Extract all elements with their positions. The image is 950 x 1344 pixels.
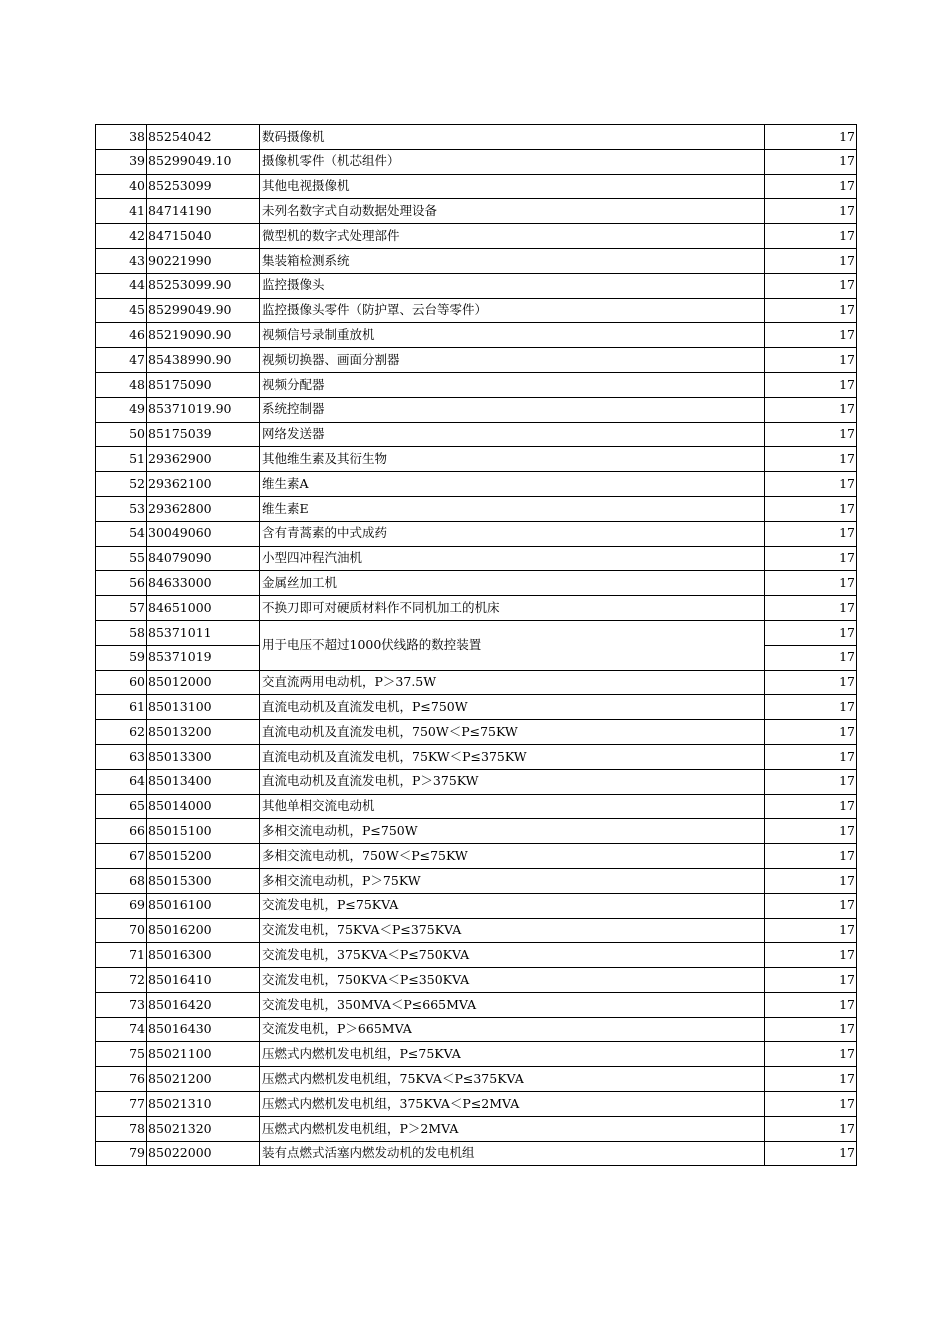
hs-code-cell: 84633000 [147, 571, 260, 596]
table-row [96, 794, 857, 819]
description-cell: 直流电动机及直流发电机，P≤750W [260, 695, 765, 720]
rate-cell: 17 [765, 794, 857, 819]
hs-code-cell: 85016100 [147, 893, 260, 918]
description-cell: 不换刀即可对硬质材料作不同机加工的机床 [260, 596, 765, 621]
hs-code-cell: 85219090.90 [147, 323, 260, 348]
row-number-cell: 61 [96, 695, 147, 720]
row-number-cell: 79 [96, 1141, 147, 1166]
rate-cell: 17 [765, 1067, 857, 1092]
description-cell: 未列名数字式自动数据处理设备 [260, 199, 765, 224]
table-row [96, 273, 857, 298]
table-row [96, 496, 857, 521]
table-row [96, 744, 857, 769]
row-number-cell: 76 [96, 1067, 147, 1092]
description-cell: 交直流两用电动机，P＞37.5W [260, 670, 765, 695]
rate-cell: 17 [765, 174, 857, 199]
description-cell: 视频切换器、画面分割器 [260, 348, 765, 373]
hs-code-cell: 85175090 [147, 372, 260, 397]
description-cell: 用于电压不超过1000伏线路的数控装置 [260, 620, 765, 670]
table-row [96, 521, 857, 546]
rate-cell: 17 [765, 447, 857, 472]
hs-code-cell: 29362900 [147, 447, 260, 472]
rate-cell: 17 [765, 1116, 857, 1141]
hs-code-cell: 85175039 [147, 422, 260, 447]
row-number-cell: 64 [96, 769, 147, 794]
row-number-cell: 75 [96, 1042, 147, 1067]
row-number-cell: 63 [96, 744, 147, 769]
row-number-cell: 48 [96, 372, 147, 397]
row-number-cell: 38 [96, 125, 147, 150]
hs-code-cell: 85013400 [147, 769, 260, 794]
description-cell: 装有点燃式活塞内燃发动机的发电机组 [260, 1141, 765, 1166]
rate-cell: 17 [765, 695, 857, 720]
hs-code-cell: 85015300 [147, 868, 260, 893]
hs-code-cell: 85014000 [147, 794, 260, 819]
row-number-cell: 49 [96, 397, 147, 422]
hs-code-cell: 85021200 [147, 1067, 260, 1092]
rate-cell: 17 [765, 645, 857, 670]
rate-cell: 17 [765, 992, 857, 1017]
table-row [96, 1067, 857, 1092]
rate-cell: 17 [765, 918, 857, 943]
hs-code-cell: 90221990 [147, 248, 260, 273]
description-cell: 维生素E [260, 496, 765, 521]
hs-code-cell: 84651000 [147, 596, 260, 621]
table-row [96, 769, 857, 794]
rate-cell: 17 [765, 1017, 857, 1042]
table-row [96, 968, 857, 993]
row-number-cell: 74 [96, 1017, 147, 1042]
table-row [96, 893, 857, 918]
hs-code-cell: 85021100 [147, 1042, 260, 1067]
hs-code-cell: 85253099.90 [147, 273, 260, 298]
table-row [96, 1042, 857, 1067]
table-row [96, 447, 857, 472]
hs-code-cell: 85013300 [147, 744, 260, 769]
table-row [96, 819, 857, 844]
description-cell: 交流发电机，750KVA＜P≤350KVA [260, 968, 765, 993]
rate-cell: 17 [765, 670, 857, 695]
hs-code-cell: 29362100 [147, 472, 260, 497]
row-number-cell: 43 [96, 248, 147, 273]
table-row [96, 695, 857, 720]
table-row [96, 472, 857, 497]
rate-cell: 17 [765, 521, 857, 546]
table-row [96, 224, 857, 249]
hs-code-cell: 84714190 [147, 199, 260, 224]
description-cell: 监控摄像头零件（防护罩、云台等零件） [260, 298, 765, 323]
description-cell: 摄像机零件（机芯组件） [260, 149, 765, 174]
description-cell: 其他单相交流电动机 [260, 794, 765, 819]
hs-code-cell: 85022000 [147, 1141, 260, 1166]
rate-cell: 17 [765, 397, 857, 422]
rate-cell: 17 [765, 199, 857, 224]
row-number-cell: 46 [96, 323, 147, 348]
table-row [96, 125, 857, 150]
table-row [96, 199, 857, 224]
description-cell: 交流发电机，350MVA＜P≤665MVA [260, 992, 765, 1017]
rate-cell: 17 [765, 844, 857, 869]
table-row [96, 992, 857, 1017]
table-row [96, 596, 857, 621]
rate-cell: 17 [765, 868, 857, 893]
row-number-cell: 40 [96, 174, 147, 199]
row-number-cell: 44 [96, 273, 147, 298]
row-number-cell: 71 [96, 943, 147, 968]
hs-code-cell: 85013200 [147, 720, 260, 745]
row-number-cell: 42 [96, 224, 147, 249]
hs-code-cell: 85012000 [147, 670, 260, 695]
row-number-cell: 73 [96, 992, 147, 1017]
description-cell: 其他维生素及其衍生物 [260, 447, 765, 472]
row-number-cell: 69 [96, 893, 147, 918]
hs-code-cell: 85016430 [147, 1017, 260, 1042]
hs-code-cell: 85371019 [147, 645, 260, 670]
hs-code-cell: 85021310 [147, 1092, 260, 1117]
description-cell: 监控摄像头 [260, 273, 765, 298]
description-cell: 金属丝加工机 [260, 571, 765, 596]
rate-cell: 17 [765, 496, 857, 521]
description-cell: 其他电视摄像机 [260, 174, 765, 199]
description-cell: 直流电动机及直流发电机，750W＜P≤75KW [260, 720, 765, 745]
rate-cell: 17 [765, 298, 857, 323]
hs-code-cell: 85016300 [147, 943, 260, 968]
hs-code-cell: 85299049.90 [147, 298, 260, 323]
row-number-cell: 77 [96, 1092, 147, 1117]
row-number-cell: 60 [96, 670, 147, 695]
row-number-cell: 70 [96, 918, 147, 943]
table-row [96, 298, 857, 323]
rate-cell: 17 [765, 893, 857, 918]
row-number-cell: 58 [96, 620, 147, 645]
row-number-cell: 41 [96, 199, 147, 224]
rate-cell: 17 [765, 546, 857, 571]
table-row [96, 323, 857, 348]
table-row [96, 1141, 857, 1166]
row-number-cell: 65 [96, 794, 147, 819]
rate-cell: 17 [765, 372, 857, 397]
row-number-cell: 66 [96, 819, 147, 844]
description-cell: 集装箱检测系统 [260, 248, 765, 273]
table-row [96, 620, 857, 645]
table-row [96, 868, 857, 893]
table-row [96, 1017, 857, 1042]
row-number-cell: 45 [96, 298, 147, 323]
description-cell: 多相交流电动机，P＞75KW [260, 868, 765, 893]
rate-cell: 17 [765, 819, 857, 844]
row-number-cell: 39 [96, 149, 147, 174]
rate-cell: 17 [765, 943, 857, 968]
description-cell: 视频信号录制重放机 [260, 323, 765, 348]
rate-cell: 17 [765, 273, 857, 298]
row-number-cell: 52 [96, 472, 147, 497]
hs-code-cell: 85254042 [147, 125, 260, 150]
table-row [96, 720, 857, 745]
rate-cell: 17 [765, 149, 857, 174]
table-row [96, 670, 857, 695]
row-number-cell: 56 [96, 571, 147, 596]
description-cell: 压燃式内燃机发电机组，75KVA＜P≤375KVA [260, 1067, 765, 1092]
rate-cell: 17 [765, 720, 857, 745]
table-row [96, 397, 857, 422]
hs-code-cell: 85016200 [147, 918, 260, 943]
row-number-cell: 68 [96, 868, 147, 893]
description-cell: 压燃式内燃机发电机组，P≤75KVA [260, 1042, 765, 1067]
description-cell: 压燃式内燃机发电机组，P＞2MVA [260, 1116, 765, 1141]
description-cell: 视频分配器 [260, 372, 765, 397]
table-row [96, 149, 857, 174]
rate-cell: 17 [765, 472, 857, 497]
row-number-cell: 67 [96, 844, 147, 869]
rate-cell: 17 [765, 596, 857, 621]
description-cell: 交流发电机，P≤75KVA [260, 893, 765, 918]
table-row [96, 943, 857, 968]
rate-cell: 17 [765, 744, 857, 769]
hs-code-cell: 85013100 [147, 695, 260, 720]
row-number-cell: 78 [96, 1116, 147, 1141]
row-number-cell: 57 [96, 596, 147, 621]
hs-code-cell: 85299049.10 [147, 149, 260, 174]
hs-code-cell: 85371011 [147, 620, 260, 645]
table-row [96, 372, 857, 397]
description-cell: 多相交流电动机，P≤750W [260, 819, 765, 844]
hs-code-cell: 85016420 [147, 992, 260, 1017]
description-cell: 数码摄像机 [260, 125, 765, 150]
table-row [96, 844, 857, 869]
table-row [96, 248, 857, 273]
rate-cell: 17 [765, 620, 857, 645]
row-number-cell: 54 [96, 521, 147, 546]
hs-code-cell: 85015100 [147, 819, 260, 844]
description-cell: 多相交流电动机，750W＜P≤75KW [260, 844, 765, 869]
row-number-cell: 72 [96, 968, 147, 993]
tariff-table [95, 124, 857, 1166]
rate-cell: 17 [765, 224, 857, 249]
hs-code-cell: 85015200 [147, 844, 260, 869]
row-number-cell: 55 [96, 546, 147, 571]
rate-cell: 17 [765, 422, 857, 447]
rate-cell: 17 [765, 1092, 857, 1117]
table-row [96, 918, 857, 943]
rate-cell: 17 [765, 323, 857, 348]
description-cell: 小型四冲程汽油机 [260, 546, 765, 571]
rate-cell: 17 [765, 1141, 857, 1166]
hs-code-cell: 30049060 [147, 521, 260, 546]
description-cell: 交流发电机，75KVA＜P≤375KVA [260, 918, 765, 943]
row-number-cell: 51 [96, 447, 147, 472]
rate-cell: 17 [765, 1042, 857, 1067]
row-number-cell: 62 [96, 720, 147, 745]
row-number-cell: 53 [96, 496, 147, 521]
description-cell: 维生素A [260, 472, 765, 497]
table-row [96, 348, 857, 373]
rate-cell: 17 [765, 571, 857, 596]
hs-code-cell: 85021320 [147, 1116, 260, 1141]
table-row [96, 571, 857, 596]
description-cell: 直流电动机及直流发电机，P＞375KW [260, 769, 765, 794]
rate-cell: 17 [765, 248, 857, 273]
description-cell: 微型机的数字式处理部件 [260, 224, 765, 249]
table-row [96, 1116, 857, 1141]
row-number-cell: 59 [96, 645, 147, 670]
rate-cell: 17 [765, 769, 857, 794]
description-cell: 含有青蒿素的中式成药 [260, 521, 765, 546]
table-body [96, 125, 857, 1166]
table-row [96, 546, 857, 571]
table-row [96, 174, 857, 199]
rate-cell: 17 [765, 125, 857, 150]
table-row [96, 422, 857, 447]
description-cell: 交流发电机，375KVA＜P≤750KVA [260, 943, 765, 968]
hs-code-cell: 85253099 [147, 174, 260, 199]
description-cell: 网络发送器 [260, 422, 765, 447]
hs-code-cell: 84715040 [147, 224, 260, 249]
row-number-cell: 50 [96, 422, 147, 447]
rate-cell: 17 [765, 348, 857, 373]
hs-code-cell: 85371019.90 [147, 397, 260, 422]
hs-code-cell: 85016410 [147, 968, 260, 993]
description-cell: 直流电动机及直流发电机，75KW＜P≤375KW [260, 744, 765, 769]
table-row [96, 1092, 857, 1117]
hs-code-cell: 29362800 [147, 496, 260, 521]
description-cell: 系统控制器 [260, 397, 765, 422]
row-number-cell: 47 [96, 348, 147, 373]
hs-code-cell: 84079090 [147, 546, 260, 571]
hs-code-cell: 85438990.90 [147, 348, 260, 373]
description-cell: 交流发电机，P＞665MVA [260, 1017, 765, 1042]
rate-cell: 17 [765, 968, 857, 993]
description-cell: 压燃式内燃机发电机组，375KVA＜P≤2MVA [260, 1092, 765, 1117]
